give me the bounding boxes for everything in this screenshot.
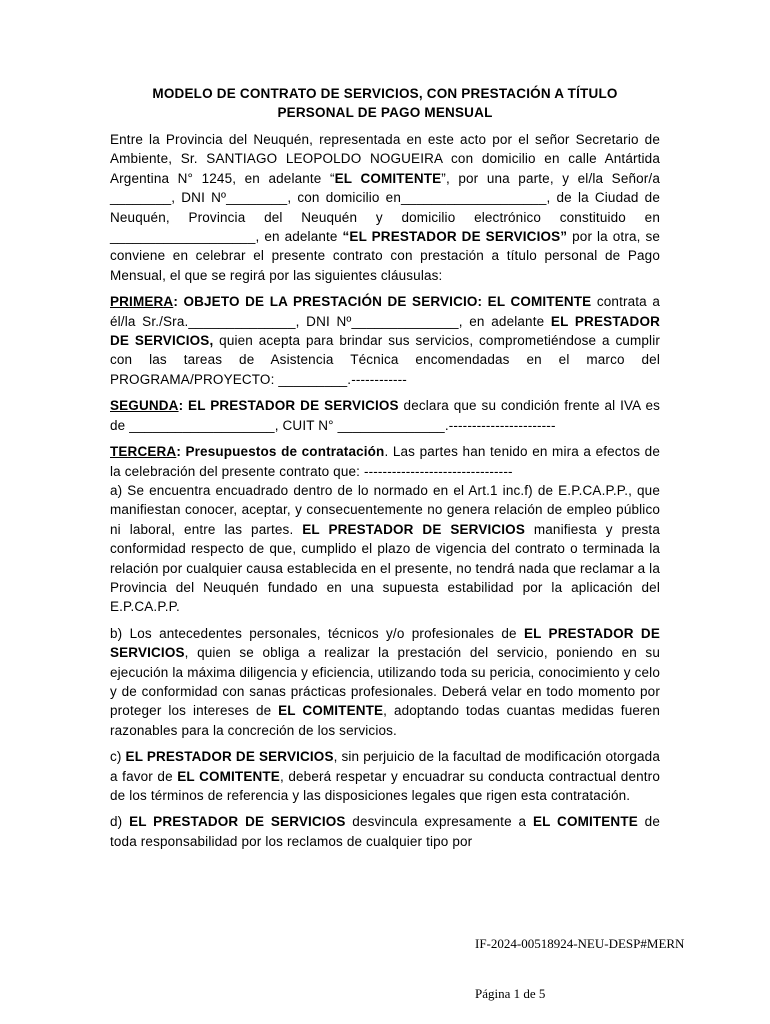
segunda-heading: : EL PRESTADOR DE SERVICIOS — [178, 398, 399, 414]
primera-prestador: EL PRESTADOR DE SERVICIOS, — [110, 313, 660, 349]
item-b-text-1: b) Los antecedentes personales, técnicos y/o profesionales de — [110, 625, 524, 641]
item-c-comitente: EL COMITENTE — [177, 768, 280, 784]
intro-text-3: por la otra, se conviene en celebrar el presente contrato con prestación a título personal de Pago Mensual, el que se regirá por las siguientes cláusulas: — [110, 229, 661, 283]
item-b-text-2: , quien se obliga a realizar la prestación del servicio, poniendo en su ejecución la máxima diligencia y eficiencia, utilizando toda su pericia, conocimiento y celo y de conformidad con sanas prácticas profesionales. Deberá velar en todo momento por proteger los intereses de — [110, 645, 660, 719]
title-line-2: PERSONAL DE PAGO MENSUAL — [277, 105, 493, 120]
tercera-text: . Las partes han tenido en mira a efectos de la celebración del presente contrato que: -------------------------------- — [110, 444, 660, 479]
intro-paragraph — [110, 130, 660, 285]
intro-prestador: “EL PRESTADOR DE SERVICIOS” — [342, 229, 568, 245]
primera-heading: : OBJETO DE LA PRESTACIÓN DE SERVICIO: EL COMITENTE — [173, 294, 592, 310]
item-d-comitente: EL COMITENTE — [532, 814, 638, 830]
item-d-text-3: de toda responsabilidad por los reclamos de cualquier tipo por — [110, 814, 660, 849]
tercera-label: TERCERA — [110, 444, 177, 460]
item-d-text-2: desvincula expresamente a — [345, 814, 533, 830]
title-line-1: MODELO DE CONTRATO DE SERVICIOS, CON PRESTACIÓN A TÍTULO — [152, 86, 618, 101]
segunda-label: SEGUNDA — [110, 398, 179, 414]
item-a-prestador: EL PRESTADOR DE SERVICIOS — [302, 521, 525, 537]
item-b-prestador: EL PRESTADOR DE SERVICIOS — [110, 625, 660, 661]
primera-text-2: quien acepta para brindar sus servicios, comprometiéndose a cumplir con las tareas de Asistencia Técnica encomendadas en el marco del PROGRAMA/PROYECTO: _________.------------ — [110, 333, 661, 387]
item-b — [110, 624, 660, 740]
segunda-text: declara que su condición frente al IVA es de ___________________, CUIT N° ______________.----------------------- — [110, 398, 660, 433]
item-c-text-3: , deberá respetar y encuadrar su conducta contractual dentro de los términos de referencia y las disposiciones legales que rigen esta contratación. — [110, 768, 660, 803]
item-c — [110, 747, 660, 805]
item-d — [110, 812, 660, 851]
intro-text-1: Entre la Provincia del Neuquén, representada en este acto por el señor Secretario de Ambiente, Sr. SANTIAGO LEOPOLDO NOGUEIRA con domicilio en calle Antártida Argentina N° 1245, en adelante “ — [110, 132, 660, 186]
item-c-text-1: c) — [110, 749, 126, 765]
item-d-text-1: d) — [110, 814, 130, 830]
item-c-text-2: , sin perjuicio de la facultad de modificación otorgada a favor de — [110, 749, 660, 784]
intro-comitente: EL COMITENTE — [334, 170, 442, 186]
primera-label: PRIMERA — [110, 294, 174, 310]
clause-tercera — [110, 442, 660, 617]
document-code: IF-2024-00518924-NEU-DESP#MERN — [475, 936, 685, 951]
item-b-comitente: EL COMITENTE — [278, 703, 384, 719]
clause-primera — [110, 292, 660, 389]
document-page — [110, 84, 660, 858]
tercera-heading: : Presupuestos de contratación — [176, 444, 385, 460]
item-c-prestador: EL PRESTADOR DE SERVICIOS — [125, 749, 334, 765]
intro-text-2: ”, por una parte, y el/la Señor/a ________, DNI Nº________, con domicilio en___________________, de la Ciudad de Neuquén, Provincia del Neuquén y domicilio electrónico constituido en ___________________, en adelante — [110, 170, 660, 245]
item-a-text-2: manifiesta y presta conformidad respecto de que, cumplido el plazo de vigencia del contrato o terminada la relación por cualquier causa establecida en el presente, no tendrá nada que reclamar a la Provincia del Neuquén fundado en una supuesta estabilidad por la aplicación del E.P.CA.P.P. — [110, 521, 660, 615]
document-title — [110, 84, 660, 122]
page-number: Página 1 de 5 — [475, 986, 546, 1001]
item-a-text-1: a) Se encuentra encuadrado dentro de lo normado en el Art.1 inc.f) de E.P.CA.P.P., que manifiestan conocer, aceptar, y consecuentemente no genera relación de empleo público ni laboral, entre las partes. — [110, 482, 660, 537]
primera-text-1: contrata a él/la Sr./Sra.______________, DNI Nº______________, en adelante — [110, 294, 660, 329]
clause-segunda — [110, 396, 660, 435]
item-d-prestador: EL PRESTADOR DE SERVICIOS — [129, 814, 346, 830]
item-b-text-3: , adoptando todas cuantas medidas fueren razonables para la concreción de los servicios. — [110, 703, 660, 738]
